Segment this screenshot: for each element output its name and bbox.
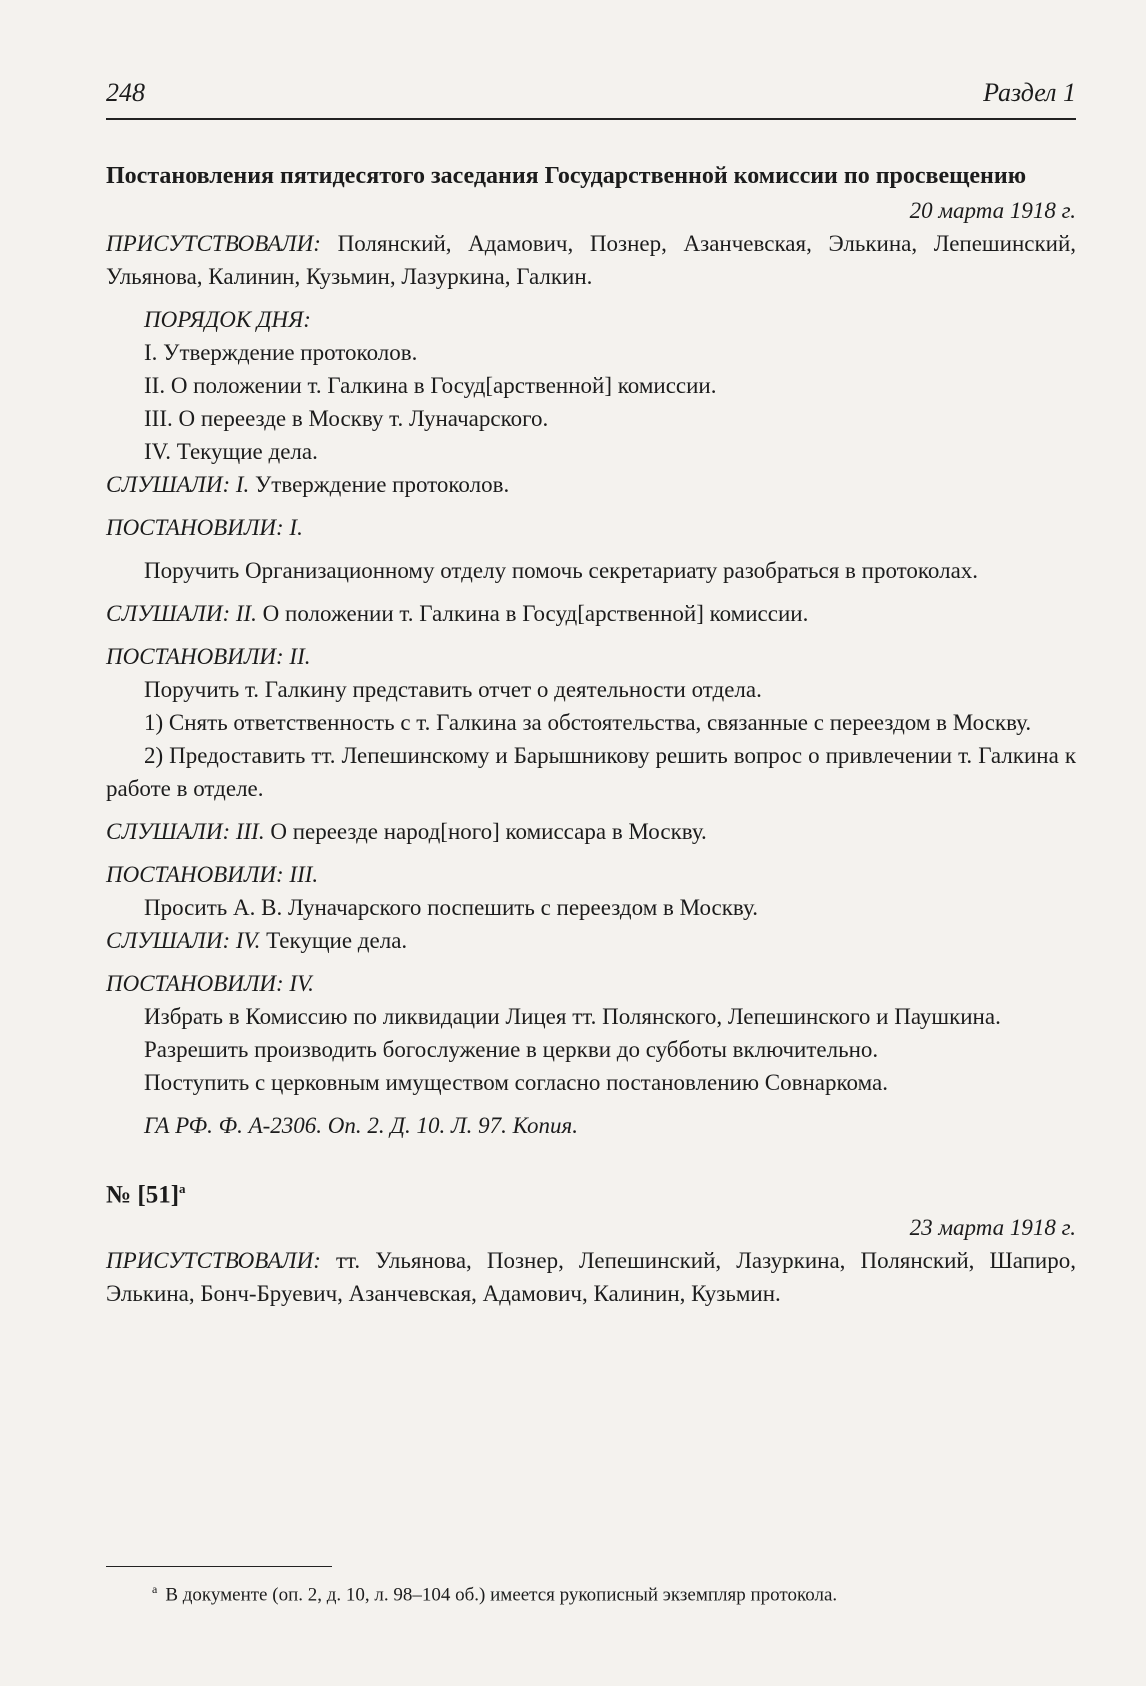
present-names: тт. Ульянова, Познер, Лепешинский, Лазуркина, Полянский, Шапиро, Элькина, Бонч-Бруевич, Азанчевская, Адамович, Калинин, Кузьмин. <box>106 1248 1076 1307</box>
footnote-divider <box>106 1566 332 1567</box>
archive-source: ГА РФ. Ф. А-2306. Оп. 2. Д. 10. Л. 97. Копия. <box>144 1113 578 1138</box>
heard-label: СЛУШАЛИ: IV. <box>106 928 261 953</box>
heard-text: О переезде народ[ного] комиссара в Москву. <box>270 819 707 844</box>
present-paragraph-2 <box>106 1244 1076 1310</box>
agenda-item: IV. Текущие дела. <box>144 439 318 464</box>
decided-text: Избрать в Комиссию по ликвидации Лицея тт. Полянского, Лепешинского и Паушкина. <box>144 1004 1001 1029</box>
present-names: Полянский, Адамович, Познер, Азанчевская, Элькина, Лепешинский, Ульянова, Калинин, Кузьмин, Лазуркина, Галкин. <box>106 231 1076 289</box>
present-paragraph <box>106 227 1076 293</box>
heard-label: СЛУШАЛИ: I. <box>106 472 250 497</box>
running-header <box>106 76 1076 120</box>
agenda-item: III. О переезде в Москву т. Луначарского. <box>144 406 549 431</box>
document-title: Постановления пятидесятого заседания Государственной комиссии по просвещению <box>106 163 1027 189</box>
heard-label: СЛУШАЛИ: III. <box>106 819 265 844</box>
heard-3 <box>106 815 1076 848</box>
heard-text: О положении т. Галкина в Госуд[арственной] комиссии. <box>262 601 809 626</box>
decided-text: Поступить с церковным имуществом согласно постановлению Совнаркома. <box>144 1070 888 1095</box>
present-label: ПРИСУТСТВОВАЛИ: <box>106 1248 321 1274</box>
section-title: Раздел 1 <box>983 78 1076 107</box>
decided-label: ПОСТАНОВИЛИ: III. <box>106 862 319 887</box>
decided-item: 2) Предоставить тт. Лепешинскому и Барышникову решить вопрос о привлечении т. Галкина к работе в отделе. <box>106 743 1076 801</box>
decided-label: ПОСТАНОВИЛИ: I. <box>106 515 303 540</box>
heard-2 <box>106 597 1076 630</box>
decided-item: 1) Снять ответственность с т. Галкина за обстоятельства, связанные с переездом в Москву. <box>144 710 1032 735</box>
heard-4 <box>106 924 1076 957</box>
heard-label: СЛУШАЛИ: II. <box>106 601 257 626</box>
document-date: 20 марта 1918 г. <box>909 198 1076 223</box>
decided-text: Поручить Организационному отделу помочь секретариату разобраться в протоколах. <box>144 558 979 583</box>
present-label: ПРИСУТСТВОВАЛИ: <box>106 231 321 256</box>
agenda-label: ПОРЯДОК ДНЯ: <box>144 307 311 332</box>
footnote-mark: a <box>152 1582 158 1596</box>
decided-text: Разрешить производить богослужение в церкви до субботы включительно. <box>144 1037 879 1062</box>
heard-text: Утверждение протоколов. <box>255 472 510 497</box>
heard-text: Текущие дела. <box>266 928 408 953</box>
footnote-ref: a <box>179 1181 186 1196</box>
agenda-item: I. Утверждение протоколов. <box>144 340 418 365</box>
footnote-text: В документе (оп. 2, д. 10, л. 98–104 об.) имеется рукописный экземпляр протокола. <box>165 1584 838 1606</box>
protocol-date: 23 марта 1918 г. <box>909 1215 1076 1241</box>
decided-text: Просить А. В. Луначарского поспешить с переездом в Москву. <box>144 895 758 920</box>
decided-label: ПОСТАНОВИЛИ: II. <box>106 644 311 669</box>
protocol-number <box>106 1172 1076 1211</box>
heard-1 <box>106 468 1076 501</box>
document-body <box>106 158 1076 1310</box>
protocol-number-text: № [51] <box>106 1181 180 1209</box>
page-number: 248 <box>106 78 145 107</box>
agenda-item: II. О положении т. Галкина в Госуд[арственной] комиссии. <box>144 373 717 398</box>
decided-text: Поручить т. Галкину представить отчет о деятельности отдела. <box>144 677 762 702</box>
footnote <box>152 1582 837 1606</box>
decided-label: ПОСТАНОВИЛИ: IV. <box>106 971 314 996</box>
